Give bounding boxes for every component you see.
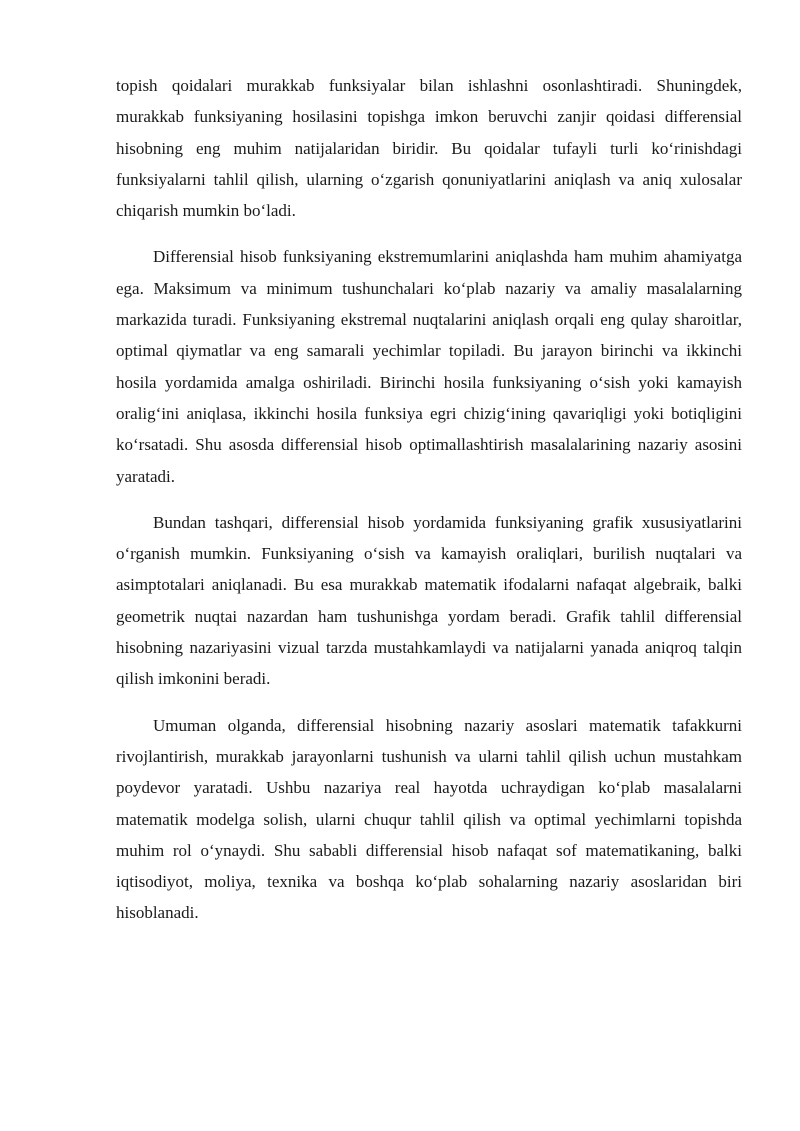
paragraph-extremums: Differensial hisob funksiyaning ekstremumlarini aniqlashda ham muhim ahamiyatga ega. Maksimum va minimum tushunchalari koʻplab nazariy va amaliy masalalarning markazida turadi. Funksiyaning ekstremal nuqtalarini aniqlash orqali eng qulay sharoitlar, optimal qiymatlar va eng samarali yechimlar topiladi. Bu jarayon birinchi va ikkinchi hosila yordamida amalga oshiriladi. Birinchi hosila funksiyaning oʻsish yoki kamayish oraligʻini aniqlasa, ikkinchi hosila funksiya egri chizigʻining qavariqligi yoki botiqligini koʻrsatadi. Shu asosda differensial hisob optimallashtirish masalalarining nazariy asosini yaratadi.: [116, 247, 742, 486]
paragraph-continuation: topish qoidalari murakkab funksiyalar bilan ishlashni osonlashtiradi. Shuningdek, murakkab funksiyaning hosilasini topishga imkon beruvchi zanjir qoidasi differensial hisobning eng muhim natijalaridan biridir. Bu qoidalar tufayli turli koʻrinishdagi funksiyalarni tahlil qilish, ularning oʻzgarish qonuniyatlarini aniqlash va aniq xulosalar chiqarish mumkin boʻladi.: [116, 76, 742, 221]
document-body: [116, 70, 742, 944]
paragraph-graph-properties: Bundan tashqari, differensial hisob yordamida funksiyaning grafik xususiyatlarini oʻrganish mumkin. Funksiyaning oʻsish va kamayish oraliqlari, burilish nuqtalari va asimptotalari aniqlanadi. Bu esa murakkab matematik ifodalarni nafaqat algebraik, balki geometrik nuqtai nazardan ham tushunishga yordam beradi. Grafik tahlil differensial hisobning nazariyasini vizual tarzda mustahkamlaydi va natijalarni yanada aniqroq talqin qilish imkonini beradi.: [116, 512, 742, 689]
paragraph-conclusion: Umuman olganda, differensial hisobning nazariy asoslari matematik tafakkurni rivojlantirish, murakkab jarayonlarni tushunish va ularni tahlil qilish uchun mustahkam poydevor yaratadi. Ushbu nazariya real hayotda uchraydigan koʻplab masalalarni matematik modelga solish, ularni chuqur tahlil qilish va optimal yechimlarni topishda muhim rol oʻynaydi. Shu sababli differensial hisob nafaqat sof matematikaning, balki iqtisodiyot, moliya, texnika va boshqa koʻplab sohalarning nazariy asoslaridan biri hisoblanadi.: [116, 715, 742, 923]
